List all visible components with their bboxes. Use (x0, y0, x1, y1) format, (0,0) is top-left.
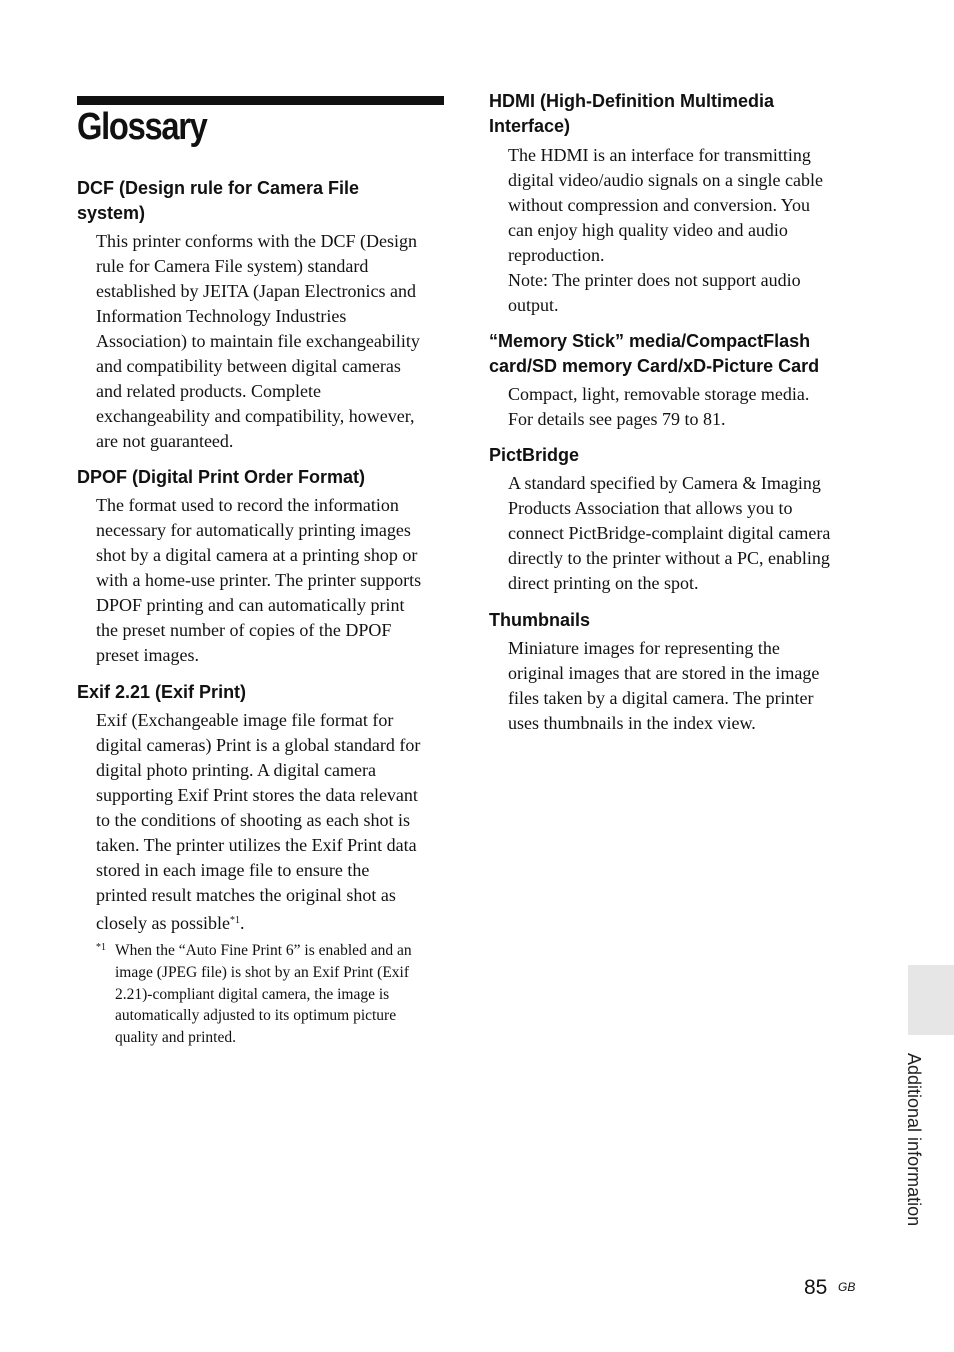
page-title: Glossary (77, 106, 207, 148)
definition-dpof: The format used to record the information necessary for automatically printing images shot by a digital camera at a printing shop or with a home-use printer. The printer supports DPOF printing and can automatically print the preset number of copies of the DPOF preset images. (96, 495, 422, 665)
definition-thumbnails: Miniature images for representing the original images that are stored in the image files taken by a digital camera. The printer uses thumbnails in the index view. (508, 638, 820, 733)
term-dpof: DPOF (Digital Print Order Format) (77, 467, 366, 487)
footnote-reference: *1 (229, 915, 240, 926)
definition-exif-text: Exif (Exchangeable image file format for digital cameras) Print is a global standard for digital photo printing. A digital camera supporting Exif Print stores the data relevant to the conditions of shooting as each shot is taken. The printer utilizes the Exif Print data stored in each image file to ensure the printed result matches the original shot as closely as possible (96, 710, 421, 933)
term-thumbnails: Thumbnails (489, 610, 591, 630)
definition-storage-media: Compact, light, removable storage media. For details see pages 79 to 81. (508, 384, 810, 429)
definition-exif-end: . (239, 913, 245, 933)
page-language-code: GB (838, 1280, 856, 1294)
footnote-text: When the “Auto Fine Print 6” is enabled and an image (JPEG file) is shot by an Exif Print (Exif 2.21)-compliant digital camera, the image is automatically adjusted to its optimum picture quality and printed. (115, 942, 412, 1047)
term-storage-media: “Memory Stick” media/CompactFlash card/SD memory Card/xD-Picture Card (489, 331, 820, 376)
term-exif: Exif 2.21 (Exif Print) (77, 682, 247, 702)
term-hdmi: HDMI (High-Definition Multimedia Interface) (489, 91, 774, 136)
page-number: 85 (804, 1276, 828, 1299)
term-dcf: DCF (Design rule for Camera File system) (77, 178, 360, 223)
definition-exif (96, 708, 420, 936)
section-label: Additional information (904, 1053, 924, 1227)
definition-hdmi: The HDMI is an interface for transmitting digital video/audio signals on a single cable without compression and conversion. You can enjoy high quality video and audio reproduction. Note: The printer does not support audio output. (508, 145, 823, 315)
footnote-mark: *1 (96, 942, 106, 953)
section-tab (908, 965, 954, 1035)
definition-pictbridge: A standard specified by Camera & Imaging Products Association that allows you to connect PictBridge-complaint digital camera directly to the printer without a PC, enabling direct printing on the spot. (508, 473, 831, 593)
term-pictbridge: PictBridge (489, 445, 580, 465)
definition-dcf: This printer conforms with the DCF (Design rule for Camera File system) standard established by JEITA (Japan Electronics and Information Technology Industries Association) to maintain file exchangeability and compatibility between digital cameras and related products. Complete exchangeability and compatibility, however, are not guaranteed. (96, 231, 420, 451)
